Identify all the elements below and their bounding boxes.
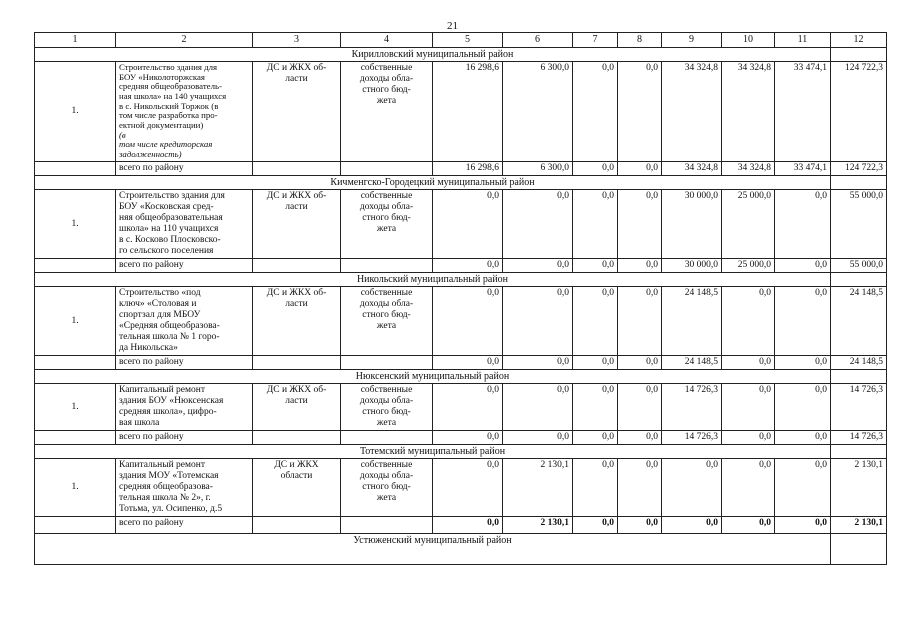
district-row: [35, 534, 887, 565]
total-value: 0,0: [573, 161, 618, 175]
total-label: всего по району: [116, 161, 253, 175]
project-name-line: ключ» «Столовая и: [119, 299, 197, 310]
project-name-line: го сельского поселения: [119, 245, 214, 256]
executor-line: ДС и ЖКХ: [274, 460, 319, 471]
total-value: 2 130,1: [831, 517, 887, 534]
total-label: всего по району: [116, 355, 253, 369]
total-value: 0,0: [433, 258, 503, 272]
source-line: жета: [376, 321, 397, 332]
project-funding-source: [341, 459, 433, 517]
source-line: собственные: [360, 63, 413, 73]
project-value: 0,0: [503, 190, 573, 259]
total-value: 0,0: [503, 258, 573, 272]
district-row: [35, 444, 887, 459]
total-row-empty: [253, 161, 341, 175]
total-value: 6 300,0: [503, 161, 573, 175]
project-value: 14 726,3: [662, 384, 722, 431]
project-value: 0,0: [775, 384, 831, 431]
source-line: доходы обла-: [359, 202, 414, 213]
total-value: 0,0: [618, 161, 662, 175]
project-name-line: вая школа: [119, 418, 160, 429]
project-funding-source: [341, 287, 433, 356]
total-value: 0,0: [433, 430, 503, 444]
project-funding-source: [341, 62, 433, 162]
project-name-line: средняя общеобразователь-: [119, 81, 222, 92]
project-value: 55 000,0: [831, 190, 887, 259]
total-value: 30 000,0: [662, 258, 722, 272]
project-name-line: в с. Косково Плосковско-: [119, 234, 221, 245]
total-value: 124 722,3: [831, 161, 887, 175]
source-line: жета: [376, 223, 397, 234]
total-value: 0,0: [618, 258, 662, 272]
column-header: 9: [662, 33, 722, 48]
project-value: 0,0: [573, 287, 618, 356]
total-value: 34 324,8: [662, 161, 722, 175]
total-value: 24 148,5: [831, 355, 887, 369]
project-name-line: здания МОУ «Тотемская: [119, 471, 219, 482]
total-row-index-empty: [35, 355, 116, 369]
page-number: 21: [447, 20, 458, 32]
total-value: 33 474,1: [775, 161, 831, 175]
source-line: доходы обла-: [359, 299, 414, 310]
total-label: всего по району: [116, 258, 253, 272]
total-row-index-empty: [35, 517, 116, 534]
total-row-empty: [253, 430, 341, 444]
project-name: [116, 384, 253, 431]
project-value: 0,0: [433, 384, 503, 431]
project-value: 0,0: [503, 384, 573, 431]
total-value: 0,0: [618, 430, 662, 444]
total-value: 0,0: [503, 355, 573, 369]
district-row-cell-empty: [831, 175, 887, 190]
source-line: собственные: [360, 460, 413, 471]
total-value: 14 726,3: [831, 430, 887, 444]
project-name-line: тельная школа № 2», г.: [119, 493, 211, 504]
project-value: 2 130,1: [503, 459, 573, 517]
executor-line: ДС и ЖКХ об-: [266, 288, 327, 299]
project-executor: [253, 459, 341, 517]
column-header: 7: [573, 33, 618, 48]
total-value: 14 726,3: [662, 430, 722, 444]
district-total-row: [35, 430, 887, 444]
total-row-empty: [341, 161, 433, 175]
total-value: 0,0: [573, 355, 618, 369]
project-name-line: Капитальный ремонт: [119, 460, 206, 471]
project-name-line: том числе разработка про-: [119, 110, 218, 121]
project-value: 0,0: [775, 190, 831, 259]
district-row-cell-empty: [831, 47, 887, 62]
district-row: [35, 175, 887, 190]
project-index: 1.: [35, 287, 116, 356]
source-line: доходы обла-: [359, 73, 414, 84]
district-row-cell-empty: [831, 369, 887, 384]
project-index: 1.: [35, 190, 116, 259]
column-header: 11: [775, 33, 831, 48]
project-index: 1.: [35, 384, 116, 431]
total-value: 0,0: [618, 355, 662, 369]
project-value: 34 324,8: [662, 62, 722, 162]
project-executor: [253, 62, 341, 162]
project-executor: [253, 190, 341, 259]
project-value: 14 726,3: [831, 384, 887, 431]
source-line: жета: [376, 95, 397, 106]
column-header-row: [35, 33, 887, 48]
executor-line: ласти: [285, 396, 308, 407]
project-note-line: том числе кредиторская: [119, 139, 213, 150]
district-row: [35, 369, 887, 384]
project-name: [116, 190, 253, 259]
project-funding-source: [341, 190, 433, 259]
column-header: 6: [503, 33, 573, 48]
project-index: 1.: [35, 459, 116, 517]
project-executor: [253, 287, 341, 356]
source-line: собственные: [360, 288, 413, 299]
project-value: 0,0: [573, 190, 618, 259]
district-name: Никольский муниципальный район: [35, 272, 831, 287]
project-note-line: задолженность): [119, 149, 182, 160]
district-name: Устюженский муниципальный район: [35, 534, 831, 565]
district-name: Нюксенский муниципальный район: [35, 369, 831, 384]
source-line: стного бюд-: [362, 310, 411, 321]
project-name-line: ектной документации): [119, 120, 204, 131]
total-value: 34 324,8: [722, 161, 775, 175]
total-row-index-empty: [35, 161, 116, 175]
district-name: Кичменгско-Городецкий муниципальный район: [35, 175, 831, 190]
project-value: 6 300,0: [503, 62, 573, 162]
source-line: стного бюд-: [362, 213, 411, 224]
project-name: [116, 287, 253, 356]
project-name-line: ная школа» на 140 учащихся: [119, 91, 227, 102]
project-name: [116, 62, 253, 162]
project-note-line: (в: [119, 129, 126, 140]
executor-line: ласти: [285, 299, 308, 310]
project-name-line: Строительство «под: [119, 288, 201, 299]
project-name-line: тельная школа № 1 горо-: [119, 331, 220, 342]
source-line: собственные: [360, 191, 413, 202]
total-label: всего по району: [116, 517, 253, 534]
column-header: 8: [618, 33, 662, 48]
project-index: 1.: [35, 62, 116, 162]
total-row-empty: [253, 258, 341, 272]
project-name-line: Капитальный ремонт: [119, 385, 206, 396]
total-value: 0,0: [722, 430, 775, 444]
total-row-empty: [341, 355, 433, 369]
project-value: 0,0: [618, 62, 662, 162]
project-name-line: в с. Никольский Торжок (в: [119, 100, 219, 111]
district-row: [35, 272, 887, 287]
total-value: 0,0: [662, 517, 722, 534]
district-row: [35, 47, 887, 62]
district-total-row: [35, 355, 887, 369]
project-row: [35, 384, 887, 431]
project-value: 0,0: [722, 459, 775, 517]
project-value: 0,0: [573, 62, 618, 162]
project-value: 30 000,0: [662, 190, 722, 259]
project-value: 0,0: [433, 190, 503, 259]
project-value: 0,0: [618, 459, 662, 517]
project-name-line: Тотьма, ул. Осипенко, д.5: [119, 504, 223, 515]
district-total-row: [35, 517, 887, 534]
total-value: 0,0: [618, 517, 662, 534]
project-executor: [253, 384, 341, 431]
total-row-index-empty: [35, 258, 116, 272]
total-value: 0,0: [775, 355, 831, 369]
project-row: [35, 287, 887, 356]
total-value: 16 298,6: [433, 161, 503, 175]
project-name-line: БОУ «Косковская сред-: [119, 202, 214, 213]
project-name-line: БОУ «Николоторжская: [119, 71, 205, 82]
total-value: 0,0: [503, 430, 573, 444]
project-value: 0,0: [573, 459, 618, 517]
total-value: 0,0: [433, 355, 503, 369]
total-value: 55 000,0: [831, 258, 887, 272]
project-value: 2 130,1: [831, 459, 887, 517]
project-value: 0,0: [618, 384, 662, 431]
project-value: 25 000,0: [722, 190, 775, 259]
column-header: 3: [253, 33, 341, 48]
project-value: 0,0: [503, 287, 573, 356]
district-total-row: [35, 161, 887, 175]
project-value: 0,0: [618, 190, 662, 259]
district-name: Кирилловский муниципальный район: [35, 47, 831, 62]
project-name-line: да Никольска»: [119, 342, 178, 353]
executor-line: области: [280, 471, 313, 482]
project-name: [116, 459, 253, 517]
executor-line: ласти: [285, 202, 308, 213]
column-header: 1: [35, 33, 116, 48]
executor-line: ДС и ЖКХ об-: [266, 191, 327, 202]
project-value: 34 324,8: [722, 62, 775, 162]
project-value: 124 722,3: [831, 62, 887, 162]
project-value: 0,0: [433, 459, 503, 517]
project-value: 16 298,6: [433, 62, 503, 162]
total-value: 0,0: [722, 355, 775, 369]
project-value: 0,0: [573, 384, 618, 431]
project-name-line: няя общеобразовательная: [119, 213, 223, 224]
project-value: 24 148,5: [662, 287, 722, 356]
source-line: доходы обла-: [359, 396, 414, 407]
project-row: [35, 459, 887, 517]
total-value: 24 148,5: [662, 355, 722, 369]
source-line: жета: [376, 418, 397, 429]
column-header: 12: [831, 33, 887, 48]
column-header: 2: [116, 33, 253, 48]
total-row-empty: [253, 517, 341, 534]
total-value: 2 130,1: [503, 517, 573, 534]
project-name-line: средняя общеобразова-: [119, 482, 213, 493]
column-header: 4: [341, 33, 433, 48]
funding-table: [34, 32, 887, 565]
executor-line: ласти: [285, 73, 308, 84]
project-value: 0,0: [722, 384, 775, 431]
total-value: 0,0: [433, 517, 503, 534]
total-label: всего по району: [116, 430, 253, 444]
project-value: 33 474,1: [775, 62, 831, 162]
column-header: 10: [722, 33, 775, 48]
column-header: 5: [433, 33, 503, 48]
project-row: [35, 190, 887, 259]
district-row-cell-empty: [831, 272, 887, 287]
total-value: 0,0: [573, 258, 618, 272]
project-value: 0,0: [775, 459, 831, 517]
total-value: 0,0: [573, 517, 618, 534]
project-funding-source: [341, 384, 433, 431]
total-row-empty: [341, 258, 433, 272]
source-line: стного бюд-: [362, 407, 411, 418]
total-value: 0,0: [775, 258, 831, 272]
total-row-empty: [253, 355, 341, 369]
source-line: доходы обла-: [359, 471, 414, 482]
project-value: 0,0: [722, 287, 775, 356]
total-row-empty: [341, 430, 433, 444]
project-value: 0,0: [662, 459, 722, 517]
total-value: 0,0: [775, 517, 831, 534]
project-row: [35, 62, 887, 162]
total-value: 0,0: [573, 430, 618, 444]
project-name-line: здания БОУ «Нюксенская: [119, 396, 224, 407]
district-row-cell-empty: [831, 444, 887, 459]
project-name-line: спортзал для МБОУ: [119, 310, 201, 321]
project-name-line: Строительство здания для: [119, 191, 225, 202]
project-value: 24 148,5: [831, 287, 887, 356]
total-row-index-empty: [35, 430, 116, 444]
project-name-line: Строительство здания для: [119, 62, 218, 72]
project-name-line: средняя школа», цифро-: [119, 407, 217, 418]
district-row-cell-empty: [831, 534, 887, 565]
source-line: собственные: [360, 385, 413, 396]
total-row-empty: [341, 517, 433, 534]
district-total-row: [35, 258, 887, 272]
executor-line: ДС и ЖКХ об-: [266, 63, 327, 73]
project-value: 0,0: [618, 287, 662, 356]
project-name-line: «Средняя общеобразова-: [119, 321, 220, 332]
district-name: Тотемский муниципальный район: [35, 444, 831, 459]
source-line: жета: [376, 493, 397, 504]
source-line: стного бюд-: [362, 84, 411, 95]
total-value: 25 000,0: [722, 258, 775, 272]
executor-line: ДС и ЖКХ об-: [266, 385, 327, 396]
total-value: 0,0: [775, 430, 831, 444]
total-value: 0,0: [722, 517, 775, 534]
project-value: 0,0: [433, 287, 503, 356]
source-line: стного бюд-: [362, 482, 411, 493]
project-name-line: школа» на 110 учащихся: [119, 223, 219, 234]
project-value: 0,0: [775, 287, 831, 356]
